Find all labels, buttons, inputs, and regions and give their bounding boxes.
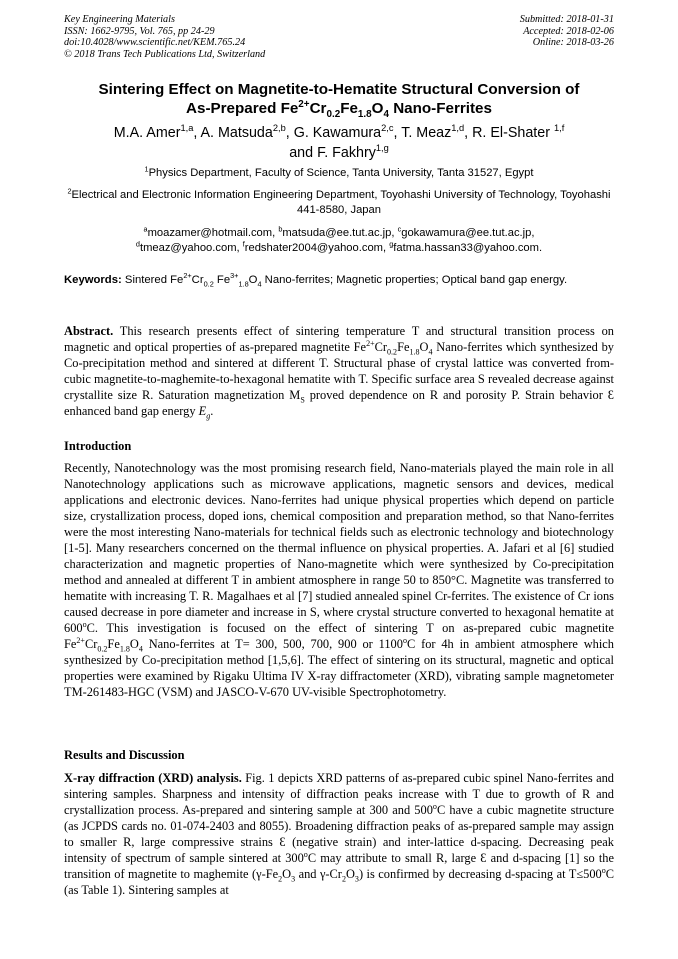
journal-header-right <box>520 14 614 49</box>
results-paragraph: X-ray diffraction (XRD) analysis. Fig. 1 depicts XRD patterns of as-prepared cubic spinel Nano-ferrites and sintering samples. Sharpness and intensity of diffraction peaks increase with T due to growth of R and crystallization process. As-prepared and sintering sample at 300 and 500$^o$C have a cubic magnetite structure (as JCPDS cards no. 01-074-2403 and 8055). Broadening diffraction peaks of as-prepared sample may assign to smaller R, large compressive strains Ɛ (negative strain) and inter-lattice d-spacing. Decreasing peak intensity of spectrum of sample sintered at 300$^o$C may attribute to small R, large Ɛ and d-spacing [1] so the transition of magnetite to maghemite ($\gamma-Fe_2O_3$ and $\gamma-Cr_2O_3$) is confirmed by decreasing d-spacing at $T\le 500^oC$ (as Table 1). Sintering samples at <box>64 771 615 897</box>
affiliation-1: $^1$Physics Department, Faculty of Science, Tanta University, Tanta 31527, Egypt <box>144 164 534 179</box>
author-name: M.A. Amer <box>113 125 181 141</box>
author-name: R. El-Shater <box>472 125 554 141</box>
introduction-heading: Introduction <box>64 439 132 453</box>
results-heading: Results and Discussion <box>64 748 185 762</box>
author-line-1: M.A. Amer$^{1,a}$, A. Matsuda$^{2,b}$, G. Kawamura$^{2,c}$, T. Meaz$^{1,d}$, R. El-Shater $^{1,f}$ <box>113 123 565 141</box>
author-name: A. Matsuda <box>200 125 273 141</box>
date-online: Online: 2018-03-26 <box>532 37 614 49</box>
title-line-2: As-Prepared $Fe^{2+}Cr_{0.2}Fe_{1.8}O_4$ Nano-Ferrites <box>186 98 492 121</box>
title-line-1: Sintering Effect on Magnetite-to-Hematite Structural Conversion of <box>98 81 580 98</box>
email-line-1: $^a$moazamer@hotmail.com, $^b$matsuda@ee.tut.ac.jp, $^c$gokawamura@ee.tut.ac.jp, <box>143 224 535 239</box>
author-name: G. Kawamura <box>293 125 382 141</box>
paper-title <box>40 80 638 121</box>
date-accepted: Accepted: 2018-02-06 <box>523 25 614 37</box>
journal-doi[interactable]: doi:10.4028/www.scientific.net/KEM.765.24 <box>64 37 246 49</box>
email-line-2: $^d$tmeaz@yahoo.com, $^f$redshater2004@yahoo.com, $^g$fatma.hassan33@yahoo.com. <box>135 239 543 254</box>
date-submitted: Submitted: 2018-01-31 <box>519 14 614 25</box>
xrd-subheading: X-ray diffraction (XRD) analysis. <box>64 771 242 785</box>
affiliation-2: $^2$Electrical and Electronic Information Engineering Department, Toyohashi University of Technology, Toyohashi 441-8580, Japan <box>67 186 611 216</box>
email-link[interactable]: redshater2004@yahoo.com, <box>244 242 390 254</box>
abstract-label: Abstract. <box>64 324 114 338</box>
introduction-paragraph: Recently, Nanotechnology was the most promising research field, Nano-materials played the main role in all Nanotechnology applications such as microwave applications, magnetic sensors and devices, medical applications and electronic devices. Nano-ferrites had unique physical properties which depend on particle size, crystallization process, doped ions, chemical composition and preparation method, so that Nano-ferrites were the most interesting Nano-materials for technical fields such as electronic technology and biotechnology [1-5]. Many researchers concerned on the thermal influence on physical properties. A. Jafari et al [6] studied characterization and magnetic properties of Nano-magnetite which were synthesized by Co-precipitation method and annealed at different T in ambient atmosphere in range 50 to 850°C. Magnetite was transferred to hematite with increasing T. R. Magalhaes et al [7] studied annealed spinel Cr-ferrites. The existence of Cr ions caused decrease in pore diameter and increase in S, where crystal structure converted to hexagonal hematite at 600$^o$C. This investigation is focused on the effect of sintering T on as-prepared cubic magnetite $Fe^{2+}Cr_{0.2}Fe_{1.8}O_4$ Nano-ferrites at T= 300, 500, 700, 900 or 1100$^o$C for 4h in ambient atmosphere which synthesized by Co-precipitation method [1,5,6]. The effect of sintering on its structural, magnetic and optical properties were examined by Rigaku Ultima IV X-ray diffractometer (XRD), vibrating sample magnetometer TM-261483-HGC (VSM) and JASCO-V-670 UV-visible Spectrophotometry. <box>64 461 615 699</box>
email-link[interactable]: tmeaz@yahoo.com, <box>139 242 243 254</box>
email-link[interactable]: gokawamura@ee.tut.ac.jp, <box>401 227 535 239</box>
abstract: Abstract. This research presents effect of sintering temperature T and structural transition process on magnetic and optical properties of as-prepared magnetite $Fe^{2+}Cr_{0.2}Fe_{1.8}O_4$ Nano-ferrites which synthesized by Co-precipitation method and sintered at different T. Structural phase of crystal lattice was converted from-cubic magnetite-to-maghemite-to-hexagonal hematite with T. Specific surface area S revealed decrease against crystallite size R. Saturation magnetization $M_S$ proved dependence on R and porosity P. Strain behavior Ɛ enhanced band gap energy $E_g$. <box>64 324 614 421</box>
journal-copyright: © 2018 Trans Tech Publications Ltd, Switzerland <box>64 48 266 60</box>
keywords: Keywords: Sintered $Fe^{2+}Cr_{0.2}$ $Fe^{3+}_{1.8}O_4$ Nano-ferrites; Magnetic properties; Optical band gap energy. <box>64 271 568 289</box>
email-link[interactable]: fatma.hassan33@yahoo.com. <box>393 242 543 254</box>
keywords-label: Keywords: <box>64 274 122 286</box>
journal-name: Key Engineering Materials <box>64 14 175 25</box>
author-name: F. Fakhry <box>317 145 376 161</box>
email-link[interactable]: moazamer@hotmail.com, <box>147 227 279 239</box>
email-link[interactable]: matsuda@ee.tut.ac.jp, <box>282 227 398 239</box>
journal-header-left <box>64 14 265 60</box>
author-list <box>40 123 638 163</box>
author-name: T. Meaz <box>401 125 452 141</box>
journal-issn: ISSN: 1662-9795, Vol. 765, pp 24-29 <box>64 25 215 37</box>
author-emails <box>50 226 628 256</box>
author-line-2: and F. Fakhry$^{1,g}$ <box>289 143 389 161</box>
